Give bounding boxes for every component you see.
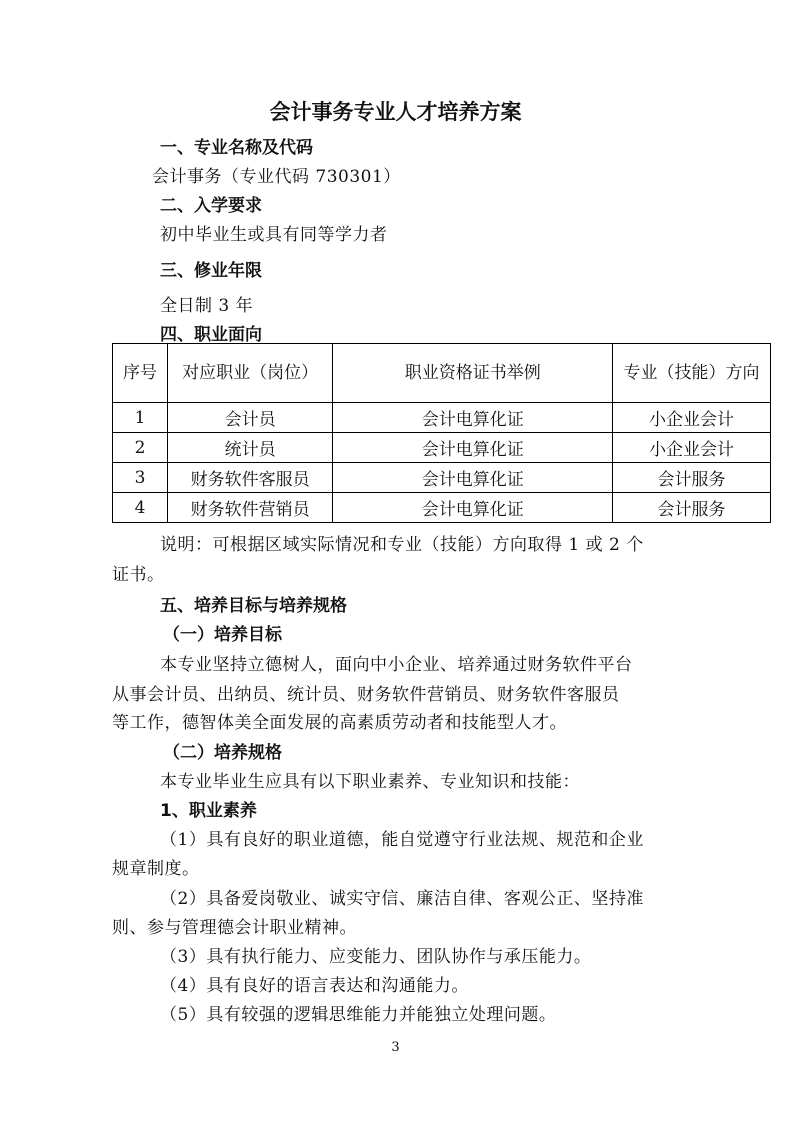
table-header-row: [113, 344, 771, 403]
section-1-content: 会计事务（专业代码 730301）: [152, 167, 401, 187]
table-header-cell: 对应职业（岗位）: [167, 344, 332, 403]
section-4-heading: 四、职业面向: [160, 325, 262, 345]
table-cell: 会计服务: [613, 463, 771, 493]
section-1-heading: 一、专业名称及代码: [160, 138, 313, 158]
paragraph-line: 从事会计员、出纳员、统计员、财务软件营销员、财务软件客服员: [112, 685, 620, 705]
list-item: （4）具有良好的语言表达和沟通能力。: [160, 976, 469, 996]
table-note-line-1: 说明：可根据区域实际情况和专业（技能）方向取得 1 或 2 个: [160, 535, 644, 555]
table-cell: 会计电算化证: [333, 463, 613, 493]
occupation-table: [112, 343, 771, 523]
section-3-content: 全日制 3 年: [160, 296, 254, 316]
table-cell: 2: [113, 433, 168, 463]
list-item-continuation: 规章制度。: [112, 859, 200, 879]
table-cell: 会计电算化证: [333, 493, 613, 523]
section-5-heading: 五、培养目标与培养规格: [160, 596, 347, 616]
table-header-cell: 序号: [113, 344, 168, 403]
list-item: （1）具有良好的职业道德，能自觉遵守行业法规、规范和企业: [160, 830, 644, 850]
table-cell: 统计员: [167, 433, 332, 463]
table-cell: 财务软件客服员: [167, 463, 332, 493]
table-cell: 小企业会计: [613, 403, 771, 433]
page-number: 3: [391, 1040, 400, 1055]
table-row: [113, 403, 771, 433]
table-header-cell: 职业资格证书举例: [333, 344, 613, 403]
section-2-heading: 二、入学要求: [160, 196, 262, 216]
table-cell: 会计服务: [613, 493, 771, 523]
table-cell: 会计电算化证: [333, 433, 613, 463]
table-cell: 会计电算化证: [333, 403, 613, 433]
paragraph-line: 等工作，德智体美全面发展的高素质劳动者和技能型人才。: [112, 713, 567, 733]
item-1-heading: 1、职业素养: [160, 801, 257, 821]
table-cell: 4: [113, 493, 168, 523]
section-3-heading: 三、修业年限: [160, 261, 262, 281]
table-cell: 3: [113, 463, 168, 493]
subsection-1-heading: （一）培养目标: [163, 625, 282, 645]
list-item: （3）具有执行能力、应变能力、团队协作与承压能力。: [160, 947, 592, 967]
paragraph-line: 本专业毕业生应具有以下职业素养、专业知识和技能：: [160, 772, 580, 792]
table-cell: 1: [113, 403, 168, 433]
section-2-content: 初中毕业生或具有同等学力者: [160, 225, 388, 245]
table-row: [113, 433, 771, 463]
list-item: （5）具有较强的逻辑思维能力并能独立处理问题。: [160, 1005, 557, 1025]
table-row: [113, 463, 771, 493]
document-title: 会计事务专业人才培养方案: [269, 100, 522, 124]
table-row: [113, 493, 771, 523]
list-item: （2）具备爱岗敬业、诚实守信、廉洁自律、客观公正、坚持准: [160, 889, 644, 909]
table-note-line-2: 证书。: [112, 565, 165, 585]
subsection-2-heading: （二）培养规格: [163, 743, 282, 763]
list-item-continuation: 则、参与管理德会计职业精神。: [112, 918, 357, 938]
paragraph-line: 本专业坚持立德树人，面向中小企业、培养通过财务软件平台: [160, 655, 633, 675]
table-cell: 小企业会计: [613, 433, 771, 463]
table-header-cell: 专业（技能）方向: [613, 344, 771, 403]
table-cell: 财务软件营销员: [167, 493, 332, 523]
table-cell: 会计员: [167, 403, 332, 433]
